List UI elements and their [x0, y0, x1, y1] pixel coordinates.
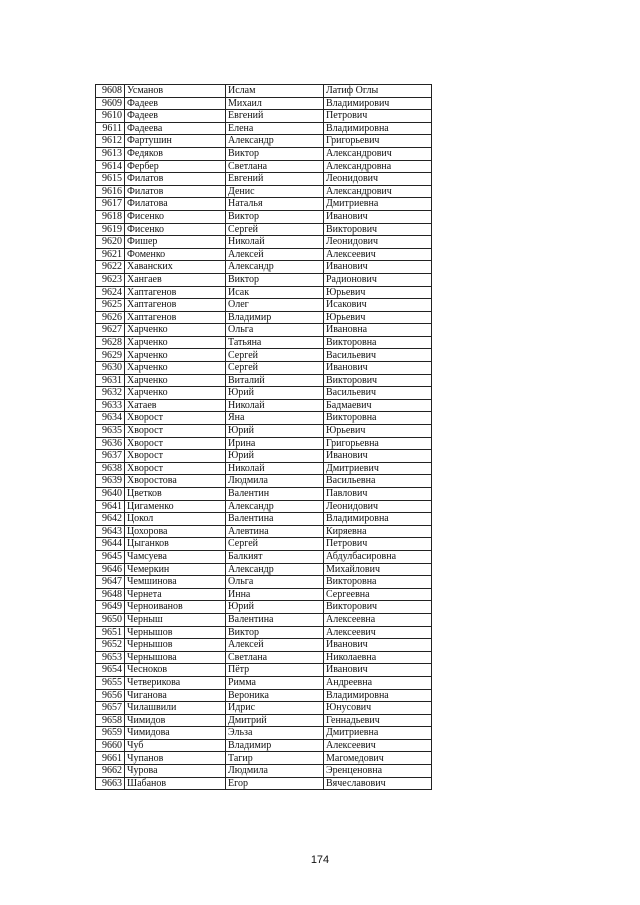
first-name-cell: Сергей: [226, 362, 324, 375]
patronymic-cell: Исакович: [324, 299, 432, 312]
first-name-cell: Тагир: [226, 752, 324, 765]
first-name-cell: Олег: [226, 299, 324, 312]
last-name-cell: Чемеркин: [125, 563, 226, 576]
patronymic-cell: Петрович: [324, 110, 432, 123]
last-name-cell: Филатова: [125, 198, 226, 211]
record-number-cell: 9654: [96, 664, 125, 677]
patronymic-cell: Ивановна: [324, 324, 432, 337]
record-number-cell: 9655: [96, 676, 125, 689]
record-number-cell: 9650: [96, 613, 125, 626]
table-row: [96, 299, 432, 312]
record-number-cell: 9660: [96, 739, 125, 752]
record-number-cell: 9647: [96, 576, 125, 589]
record-number-cell: 9648: [96, 588, 125, 601]
record-number-cell: 9627: [96, 324, 125, 337]
last-name-cell: Хворостова: [125, 475, 226, 488]
record-number-cell: 9620: [96, 236, 125, 249]
record-number-cell: 9659: [96, 727, 125, 740]
record-number-cell: 9612: [96, 135, 125, 148]
table-row: [96, 664, 432, 677]
table-row: [96, 425, 432, 438]
last-name-cell: Чемшинова: [125, 576, 226, 589]
last-name-cell: Хворост: [125, 462, 226, 475]
patronymic-cell: Абдулбасировна: [324, 550, 432, 563]
table-row: [96, 550, 432, 563]
record-number-cell: 9662: [96, 765, 125, 778]
patronymic-cell: Алексеевич: [324, 626, 432, 639]
table-row: [96, 412, 432, 425]
first-name-cell: Денис: [226, 185, 324, 198]
last-name-cell: Шабанов: [125, 777, 226, 790]
last-name-cell: Черныш: [125, 613, 226, 626]
last-name-cell: Харченко: [125, 324, 226, 337]
first-name-cell: Ислам: [226, 85, 324, 98]
record-number-cell: 9626: [96, 311, 125, 324]
first-name-cell: Наталья: [226, 198, 324, 211]
last-name-cell: Чиганова: [125, 689, 226, 702]
last-name-cell: Цыганков: [125, 538, 226, 551]
patronymic-cell: Васильевна: [324, 475, 432, 488]
patronymic-cell: Васильевич: [324, 387, 432, 400]
patronymic-cell: Михайлович: [324, 563, 432, 576]
last-name-cell: Чесноков: [125, 664, 226, 677]
record-number-cell: 9646: [96, 563, 125, 576]
patronymic-cell: Дмитриевна: [324, 727, 432, 740]
patronymic-cell: Дмитриевна: [324, 198, 432, 211]
first-name-cell: Эльза: [226, 727, 324, 740]
patronymic-cell: Андреевна: [324, 676, 432, 689]
first-name-cell: Дмитрий: [226, 714, 324, 727]
last-name-cell: Хаптагенов: [125, 286, 226, 299]
patronymic-cell: Леонидович: [324, 236, 432, 249]
last-name-cell: Фадеев: [125, 97, 226, 110]
record-number-cell: 9609: [96, 97, 125, 110]
first-name-cell: Михаил: [226, 97, 324, 110]
table-row: [96, 727, 432, 740]
last-name-cell: Харченко: [125, 336, 226, 349]
last-name-cell: Чимидов: [125, 714, 226, 727]
first-name-cell: Николай: [226, 236, 324, 249]
last-name-cell: Чернета: [125, 588, 226, 601]
record-number-cell: 9653: [96, 651, 125, 664]
table-row: [96, 324, 432, 337]
first-name-cell: Александр: [226, 261, 324, 274]
table-row: [96, 135, 432, 148]
table-row: [96, 525, 432, 538]
record-number-cell: 9636: [96, 437, 125, 450]
table-row: [96, 576, 432, 589]
patronymic-cell: Николаевна: [324, 651, 432, 664]
record-number-cell: 9622: [96, 261, 125, 274]
patronymic-cell: Леонидович: [324, 173, 432, 186]
record-number-cell: 9645: [96, 550, 125, 563]
patronymic-cell: Алексеевич: [324, 739, 432, 752]
first-name-cell: Исак: [226, 286, 324, 299]
patronymic-cell: Викторовна: [324, 576, 432, 589]
last-name-cell: Чупанов: [125, 752, 226, 765]
last-name-cell: Хворост: [125, 412, 226, 425]
last-name-cell: Цохорова: [125, 525, 226, 538]
patronymic-cell: Александрович: [324, 185, 432, 198]
record-number-cell: 9637: [96, 450, 125, 463]
record-number-cell: 9625: [96, 299, 125, 312]
patronymic-cell: Григорьевна: [324, 437, 432, 450]
last-name-cell: Чуб: [125, 739, 226, 752]
table-row: [96, 588, 432, 601]
table-row: [96, 210, 432, 223]
patronymic-cell: Владимировна: [324, 689, 432, 702]
first-name-cell: Александр: [226, 500, 324, 513]
patronymic-cell: Викторович: [324, 601, 432, 614]
table-row: [96, 739, 432, 752]
first-name-cell: Пётр: [226, 664, 324, 677]
table-row: [96, 475, 432, 488]
record-number-cell: 9635: [96, 425, 125, 438]
first-name-cell: Егор: [226, 777, 324, 790]
first-name-cell: Владимир: [226, 739, 324, 752]
patronymic-cell: Иванович: [324, 362, 432, 375]
record-number-cell: 9661: [96, 752, 125, 765]
first-name-cell: Идрис: [226, 702, 324, 715]
last-name-cell: Чурова: [125, 765, 226, 778]
last-name-cell: Чернышова: [125, 651, 226, 664]
record-number-cell: 9608: [96, 85, 125, 98]
record-number-cell: 9649: [96, 601, 125, 614]
first-name-cell: Александр: [226, 563, 324, 576]
first-name-cell: Виктор: [226, 210, 324, 223]
record-number-cell: 9642: [96, 513, 125, 526]
last-name-cell: Фисенко: [125, 210, 226, 223]
record-number-cell: 9628: [96, 336, 125, 349]
last-name-cell: Хатаев: [125, 399, 226, 412]
first-name-cell: Светлана: [226, 160, 324, 173]
last-name-cell: Хворост: [125, 437, 226, 450]
first-name-cell: Юрий: [226, 601, 324, 614]
first-name-cell: Николай: [226, 462, 324, 475]
table-row: [96, 777, 432, 790]
patronymic-cell: Радионович: [324, 273, 432, 286]
last-name-cell: Чернышов: [125, 626, 226, 639]
first-name-cell: Ольга: [226, 576, 324, 589]
first-name-cell: Виталий: [226, 374, 324, 387]
last-name-cell: Филатов: [125, 185, 226, 198]
last-name-cell: Хангаев: [125, 273, 226, 286]
table-row: [96, 437, 432, 450]
last-name-cell: Чернышов: [125, 639, 226, 652]
patronymic-cell: Латиф Оглы: [324, 85, 432, 98]
last-name-cell: Филатов: [125, 173, 226, 186]
patronymic-cell: Петрович: [324, 538, 432, 551]
record-number-cell: 9651: [96, 626, 125, 639]
record-number-cell: 9656: [96, 689, 125, 702]
first-name-cell: Евгений: [226, 173, 324, 186]
first-name-cell: Владимир: [226, 311, 324, 324]
last-name-cell: Харченко: [125, 362, 226, 375]
first-name-cell: Евгений: [226, 110, 324, 123]
patronymic-cell: Леонидович: [324, 500, 432, 513]
table-row: [96, 374, 432, 387]
patronymic-cell: Иванович: [324, 210, 432, 223]
patronymic-cell: Викторович: [324, 374, 432, 387]
record-number-cell: 9638: [96, 462, 125, 475]
record-number-cell: 9630: [96, 362, 125, 375]
table-row: [96, 500, 432, 513]
patronymic-cell: Иванович: [324, 261, 432, 274]
first-name-cell: Ольга: [226, 324, 324, 337]
table-row: [96, 639, 432, 652]
first-name-cell: Инна: [226, 588, 324, 601]
first-name-cell: Юрий: [226, 450, 324, 463]
last-name-cell: Фадеев: [125, 110, 226, 123]
record-number-cell: 9621: [96, 248, 125, 261]
table-row: [96, 626, 432, 639]
first-name-cell: Александр: [226, 135, 324, 148]
last-name-cell: Хаптагенов: [125, 299, 226, 312]
first-name-cell: Сергей: [226, 223, 324, 236]
patronymic-cell: Владимировна: [324, 122, 432, 135]
first-name-cell: Людмила: [226, 765, 324, 778]
first-name-cell: Балкият: [226, 550, 324, 563]
table-row: [96, 651, 432, 664]
last-name-cell: Чилашвили: [125, 702, 226, 715]
patronymic-cell: Сергеевна: [324, 588, 432, 601]
first-name-cell: Сергей: [226, 538, 324, 551]
last-name-cell: Цветков: [125, 488, 226, 501]
record-number-cell: 9657: [96, 702, 125, 715]
table-row: [96, 97, 432, 110]
record-number-cell: 9641: [96, 500, 125, 513]
patronymic-cell: Иванович: [324, 639, 432, 652]
first-name-cell: Виктор: [226, 147, 324, 160]
table-row: [96, 110, 432, 123]
table-row: [96, 752, 432, 765]
last-name-cell: Фисенко: [125, 223, 226, 236]
table-row: [96, 689, 432, 702]
table-row: [96, 349, 432, 362]
record-number-cell: 9624: [96, 286, 125, 299]
table-row: [96, 85, 432, 98]
patronymic-cell: Павлович: [324, 488, 432, 501]
first-name-cell: Алексей: [226, 248, 324, 261]
last-name-cell: Хаптагенов: [125, 311, 226, 324]
record-number-cell: 9643: [96, 525, 125, 538]
patronymic-cell: Викторович: [324, 223, 432, 236]
first-name-cell: Татьяна: [226, 336, 324, 349]
patronymic-cell: Бадмаевич: [324, 399, 432, 412]
patronymic-cell: Иванович: [324, 450, 432, 463]
table-row: [96, 198, 432, 211]
first-name-cell: Яна: [226, 412, 324, 425]
first-name-cell: Валентина: [226, 613, 324, 626]
patronymic-cell: Викторовна: [324, 336, 432, 349]
table-row: [96, 462, 432, 475]
record-number-cell: 9629: [96, 349, 125, 362]
table-row: [96, 160, 432, 173]
first-name-cell: Виктор: [226, 273, 324, 286]
table-row: [96, 563, 432, 576]
record-number-cell: 9618: [96, 210, 125, 223]
last-name-cell: Хворост: [125, 425, 226, 438]
names-table-body: [96, 85, 432, 790]
table-row: [96, 223, 432, 236]
table-row: [96, 714, 432, 727]
record-number-cell: 9639: [96, 475, 125, 488]
page-number: 174: [310, 854, 330, 866]
last-name-cell: Харченко: [125, 387, 226, 400]
first-name-cell: Вероника: [226, 689, 324, 702]
record-number-cell: 9619: [96, 223, 125, 236]
table-row: [96, 261, 432, 274]
first-name-cell: Валентин: [226, 488, 324, 501]
patronymic-cell: Владимирович: [324, 97, 432, 110]
last-name-cell: Фербер: [125, 160, 226, 173]
last-name-cell: Фадеева: [125, 122, 226, 135]
last-name-cell: Федяков: [125, 147, 226, 160]
patronymic-cell: Юрьевич: [324, 425, 432, 438]
patronymic-cell: Дмитриевич: [324, 462, 432, 475]
patronymic-cell: Юнусович: [324, 702, 432, 715]
table-row: [96, 286, 432, 299]
patronymic-cell: Иванович: [324, 664, 432, 677]
last-name-cell: Четверикова: [125, 676, 226, 689]
first-name-cell: Людмила: [226, 475, 324, 488]
first-name-cell: Алевтина: [226, 525, 324, 538]
patronymic-cell: Владимировна: [324, 513, 432, 526]
patronymic-cell: Вячеславович: [324, 777, 432, 790]
table-row: [96, 488, 432, 501]
first-name-cell: Юрий: [226, 387, 324, 400]
last-name-cell: Хаванских: [125, 261, 226, 274]
table-row: [96, 236, 432, 249]
first-name-cell: Сергей: [226, 349, 324, 362]
last-name-cell: Цокол: [125, 513, 226, 526]
table-row: [96, 122, 432, 135]
table-row: [96, 399, 432, 412]
names-table: [95, 84, 432, 790]
first-name-cell: Юрий: [226, 425, 324, 438]
patronymic-cell: Александрович: [324, 147, 432, 160]
record-number-cell: 9652: [96, 639, 125, 652]
table-row: [96, 765, 432, 778]
patronymic-cell: Киряевна: [324, 525, 432, 538]
last-name-cell: Усманов: [125, 85, 226, 98]
first-name-cell: Елена: [226, 122, 324, 135]
patronymic-cell: Васильевич: [324, 349, 432, 362]
record-number-cell: 9616: [96, 185, 125, 198]
last-name-cell: Хворост: [125, 450, 226, 463]
last-name-cell: Харченко: [125, 374, 226, 387]
first-name-cell: Виктор: [226, 626, 324, 639]
table-row: [96, 702, 432, 715]
last-name-cell: Фартушин: [125, 135, 226, 148]
table-row: [96, 248, 432, 261]
last-name-cell: Чамсуева: [125, 550, 226, 563]
table-row: [96, 173, 432, 186]
record-number-cell: 9613: [96, 147, 125, 160]
record-number-cell: 9663: [96, 777, 125, 790]
table-row: [96, 185, 432, 198]
table-row: [96, 387, 432, 400]
last-name-cell: Фишер: [125, 236, 226, 249]
table-row: [96, 362, 432, 375]
table-row: [96, 336, 432, 349]
record-number-cell: 9623: [96, 273, 125, 286]
last-name-cell: Цигаменко: [125, 500, 226, 513]
record-number-cell: 9610: [96, 110, 125, 123]
first-name-cell: Ирина: [226, 437, 324, 450]
last-name-cell: Фоменко: [125, 248, 226, 261]
record-number-cell: 9633: [96, 399, 125, 412]
patronymic-cell: Александровна: [324, 160, 432, 173]
patronymic-cell: Юрьевич: [324, 286, 432, 299]
first-name-cell: Валентина: [226, 513, 324, 526]
first-name-cell: Римма: [226, 676, 324, 689]
patronymic-cell: Геннадьевич: [324, 714, 432, 727]
record-number-cell: 9615: [96, 173, 125, 186]
first-name-cell: Светлана: [226, 651, 324, 664]
table-row: [96, 601, 432, 614]
table-row: [96, 147, 432, 160]
patronymic-cell: Алексеевна: [324, 613, 432, 626]
table-row: [96, 450, 432, 463]
record-number-cell: 9611: [96, 122, 125, 135]
record-number-cell: 9614: [96, 160, 125, 173]
record-number-cell: 9632: [96, 387, 125, 400]
table-row: [96, 273, 432, 286]
table-row: [96, 538, 432, 551]
first-name-cell: Николай: [226, 399, 324, 412]
patronymic-cell: Алексеевич: [324, 248, 432, 261]
patronymic-cell: Магомедович: [324, 752, 432, 765]
table-row: [96, 311, 432, 324]
last-name-cell: Чимидова: [125, 727, 226, 740]
table-row: [96, 676, 432, 689]
record-number-cell: 9658: [96, 714, 125, 727]
patronymic-cell: Викторовна: [324, 412, 432, 425]
table-row: [96, 513, 432, 526]
record-number-cell: 9617: [96, 198, 125, 211]
last-name-cell: Харченко: [125, 349, 226, 362]
record-number-cell: 9631: [96, 374, 125, 387]
first-name-cell: Алексей: [226, 639, 324, 652]
record-number-cell: 9644: [96, 538, 125, 551]
record-number-cell: 9640: [96, 488, 125, 501]
patronymic-cell: Григорьевич: [324, 135, 432, 148]
record-number-cell: 9634: [96, 412, 125, 425]
patronymic-cell: Эренценовна: [324, 765, 432, 778]
patronymic-cell: Юрьевич: [324, 311, 432, 324]
table-row: [96, 613, 432, 626]
last-name-cell: Черноиванов: [125, 601, 226, 614]
